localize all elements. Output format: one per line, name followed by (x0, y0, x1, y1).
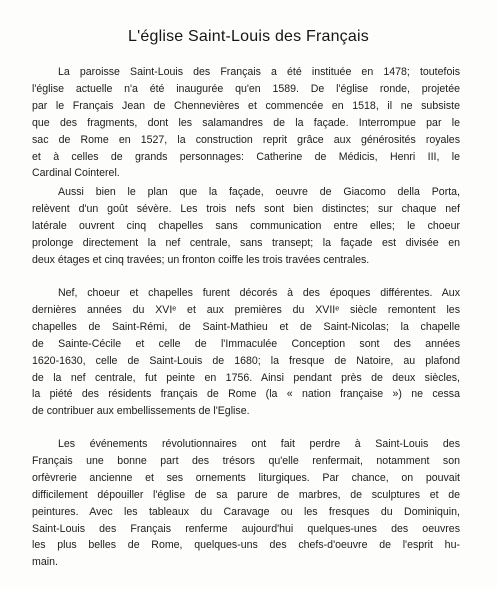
text-line: l'église actuelle n'a été inaugurée qu'en 1589. De l'église ronde, projetée (32, 82, 460, 95)
text-line: de la nef centrale, fut peinte en 1756. Ainsi pendant près de deux siècles, (32, 371, 460, 384)
text-line: et à celles de grands personnages: Catherine de Médicis, Henri III, le (32, 150, 460, 163)
text-line: orfèvrerie ancienne et ses ornements liturgiques. Par chance, on pouvait (32, 471, 460, 484)
paragraph-1 (32, 64, 460, 182)
text-line: que des fragments, dont les salamandres de la façade. Interrompue par le (32, 116, 460, 129)
text-line: dernières années du XVIᵉ et aux premières du XVIIᵉ siècle remontent les (32, 303, 460, 316)
text-line: prolonge directement la nef centrale, sans transept; la façade est divisée en (32, 236, 460, 249)
text-line: latérale ouvrent cinq chapelles sans communication entre elles; le choeur (32, 219, 460, 232)
paragraph-2 (32, 184, 460, 269)
text-line: sac de Rome en 1527, la construction reprit grâce aux générosités royales (32, 133, 460, 146)
page-title: L'église Saint-Louis des Français (128, 28, 369, 45)
text-line: 1620-1630, celle de Saint-Louis de 1680; la fresque de Natoire, au plafond (32, 354, 460, 367)
text-line: deux étages et cinq travées; un fronton coiffe les trois travées centrales. (32, 253, 370, 266)
text-line: Saint-Louis des Français renferme aujourd'hui quelques-unes des oeuvres (32, 522, 460, 535)
text-line: relèvent d'un goût sévère. Les trois nefs sont bien distinctes; sur chaque nef (32, 202, 460, 215)
paragraph-3 (32, 285, 460, 420)
text-line: main. (32, 556, 58, 569)
text-line: de contribuer aux embellissements de l'Eglise. (32, 405, 250, 418)
text-line: peintures. Avec les tableaux du Caravage ou les fresques du Dominiquin, (32, 505, 460, 518)
paragraph-4 (32, 436, 460, 571)
text-line: Nef, choeur et chapelles furent décorés à des époques différentes. Aux (58, 287, 460, 299)
text-line: de Sainte-Cécile et celle de l'Immaculée Conception sont des années (32, 337, 460, 350)
text-line: Français une bonne part des trésors qu'elle renfermait, notamment son (32, 454, 460, 467)
text-line: Les événements révolutionnaires ont fait perdre à Saint-Louis des (58, 438, 460, 450)
text-line: par le Français Jean de Chennevières et commencée en 1518, il ne subsiste (32, 99, 460, 112)
text-line: La paroisse Saint-Louis des Français a été instituée en 1478; toutefois (58, 66, 460, 78)
text-line: les plus belles de Rome, quelques-uns des chefs-d'oeuvre de l'esprit hu- (32, 539, 460, 552)
text-line: Aussi bien le plan que la façade, oeuvre de Giacomo della Porta, (58, 186, 460, 198)
text-line: la piété des résidents français de Rome (la « nation française ») ne cessa (32, 388, 460, 401)
text-line: Cardinal Cointerel. (32, 167, 120, 180)
text-line: chapelles de Saint-Rémi, de Saint-Mathieu et de Saint-Nicolas; la chapelle (32, 320, 460, 333)
text-line: difficilement dépouiller l'église de sa parure de marbres, de sculptures et de (32, 488, 460, 501)
